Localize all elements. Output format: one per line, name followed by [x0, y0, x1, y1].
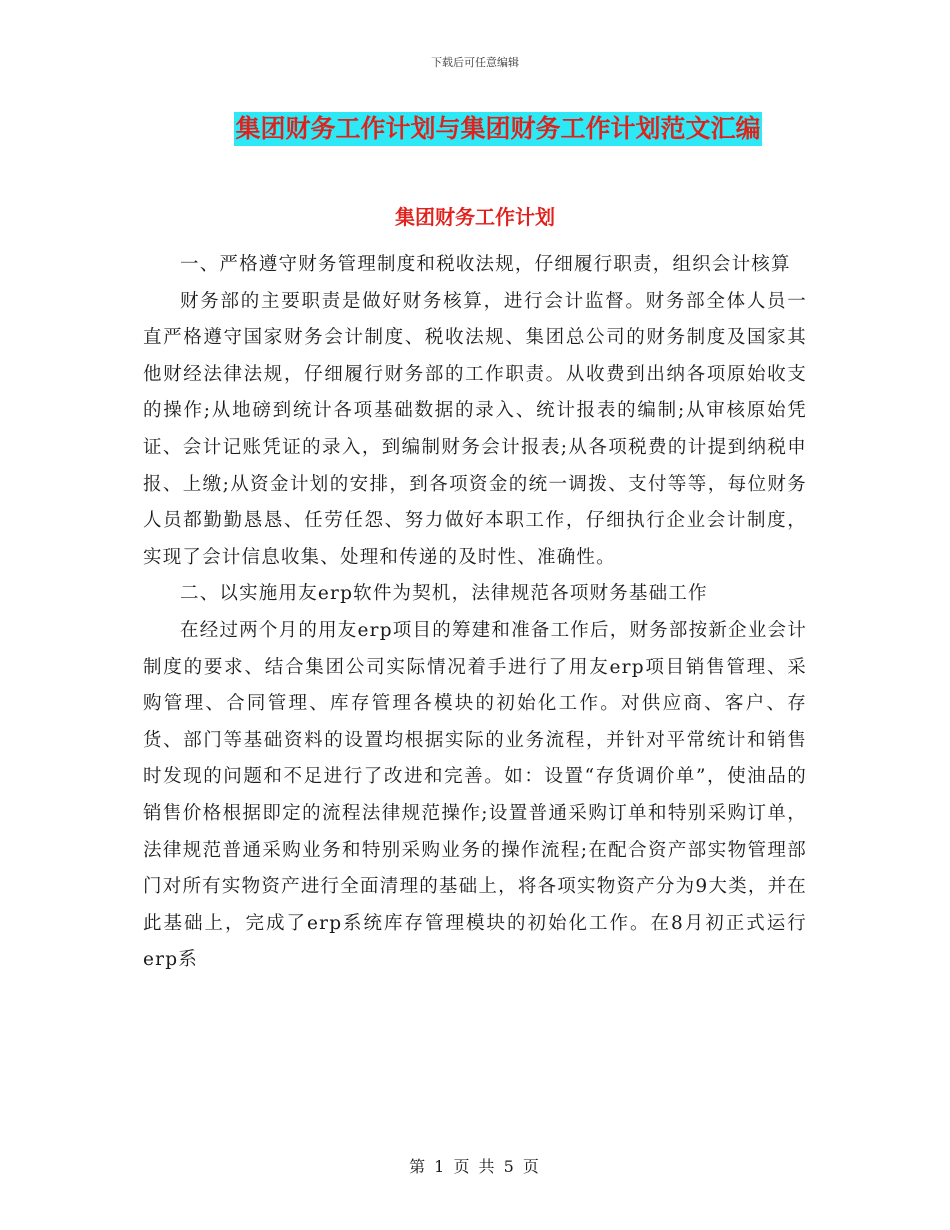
paragraph-heading-2: 二、以实施用友erp软件为契机，法律规范各项财务基础工作	[180, 583, 708, 605]
paragraph: 财务部的主要职责是做好财务核算，进行会计监督。财务部全体人员一直严格遵守国家财务会计制度、税收法规、集团总公司的财务制度及国家其他财经法律法规，仔细履行财务部的工作职责。从收费到出纳各项原始收支的操作;从地磅到统计各项基础数据的录入、统计报表的编制;从审核原始凭证、会计记账凭证的录入，到编制财务会计报表;从各项税费的计提到纳税申报、上缴;从资金计划的安排，到各项资金的统一调拨、支付等等，每位财务人员都勤勤恳恳、任劳任怨、努力做好本职工作，仔细执行企业会计制度，实现了会计信息收集、处理和传递的及时性、准确性。	[143, 290, 807, 568]
paragraph: 在经过两个月的用友erp项目的筹建和准备工作后，财务部按新企业会计制度的要求、结合集团公司实际情况着手进行了用友erp项目销售管理、采购管理、合同管理、库存管理各模块的初始化工作。对供应商、客户、存货、部门等基础资料的设置均根据实际的业务流程，并针对平常统计和销售时发现的问题和不足进行了改进和完善。如：设置“存货调价单”，使油品的销售价格根据即定的流程法律规范操作;设置普通采购订单和特别采购订单，法律规范普通采购业务和特别采购业务的操作流程;在配合资产部实物管理部门对所有实物资产进行全面清理的基础上，将各项实物资产分为9大类，并在此基础上，完成了erp系统库存管理模块的初始化工作。在8月初正式运行erp系	[143, 619, 807, 971]
header-note: 下载后可任意编辑	[431, 56, 519, 69]
page-number-footer: 第 1 页 共 5 页	[409, 1157, 541, 1176]
document-title-container	[0, 112, 950, 146]
section-title: 集团财务工作计划	[395, 205, 555, 229]
body-text	[143, 247, 807, 979]
document-title: 集团财务工作计划与集团财务工作计划范文汇编	[234, 112, 761, 146]
paragraph-heading-1: 一、严格遵守财务管理制度和税收法规，仔细履行职责，组织会计核算	[180, 254, 791, 275]
